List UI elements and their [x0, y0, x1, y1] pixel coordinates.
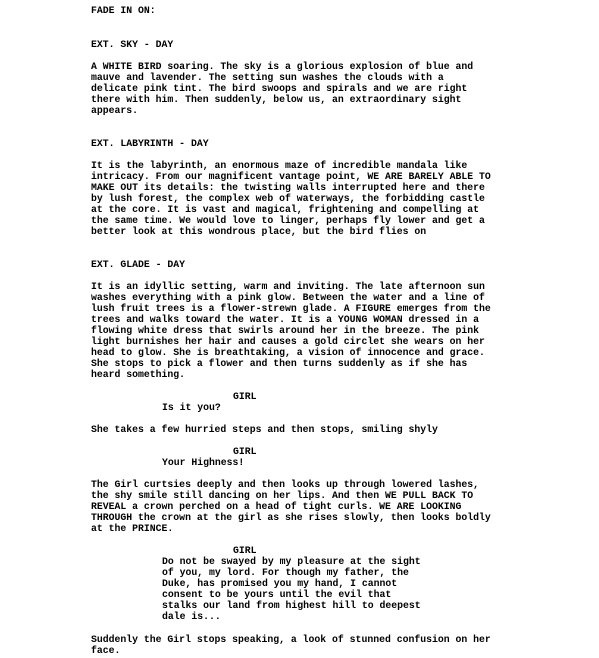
character-cue-girl-1: GIRL — [233, 391, 257, 402]
character-cue-girl-2: GIRL — [233, 446, 257, 457]
action-glade-1: It is an idyllic setting, warm and inviting. The late afternoon sun washes everything with a pink glow. Between the water and a line of lush fruit trees is a flower-strewn glade. A FIGURE emerges from the trees and walks toward the water. It is a YOUNG WOMAN dressed in a flowing white dress that swirls around her in the breeze. The pink light burnishes her hair and causes a gold circlet she wears on her head to glow. She is breathtaking, a vision of innocence and grace. She stops to pick a flower and then turns suddenly as if she has heard something. — [91, 281, 491, 380]
scene-heading-glade: EXT. GLADE - DAY — [91, 259, 186, 270]
dialogue-girl-2: Your Highness! — [162, 457, 245, 468]
scene-heading-sky: EXT. SKY - DAY — [91, 39, 174, 50]
dialogue-girl-1: Is it you? — [162, 402, 221, 413]
dialogue-girl-3: Do not be swayed by my pleasure at the sight of you, my lord. For though my father, the Duke, has promised you my hand, I cannot consent to be yours until the evil that stalks our land from highest hill to deepest dale is... — [162, 556, 421, 622]
action-labyrinth: It is the labyrinth, an enormous maze of incredible mandala like intricacy. From our magnificent vantage point, WE ARE BARELY ABLE TO MAKE OUT its details: the twisting walls interrupted here and there by lush forest, the complex web of waterways, the forbidding castle at the core. It is vast and magical, frightening and compelling at the same time. We would love to linger, perhaps fly lower and get a better look at this wondrous place, but the bird flies on — [91, 160, 491, 237]
transition-fade-in: FADE IN ON: — [91, 5, 156, 16]
action-glade-4: Suddenly the Girl stops speaking, a look of stunned confusion on her face. — [91, 634, 491, 656]
action-glade-2: She takes a few hurried steps and then stops, smiling shyly — [91, 424, 438, 435]
action-sky: A WHITE BIRD soaring. The sky is a glorious explosion of blue and mauve and lavender. The setting sun washes the clouds with a delicate pink tint. The bird swoops and spirals and we are right there with him. Then suddenly, below us, an extraordinary sight appears. — [91, 61, 474, 116]
action-glade-3: The Girl curtsies deeply and then looks up through lowered lashes, the shy smile still dancing on her lips. And then WE PULL BACK TO REVEAL a crown perched on a head of tight curls. WE ARE LOOKING THROUGH the crown at the girl as she rises slowly, then looks boldly at the PRINCE. — [91, 479, 491, 534]
character-cue-girl-3: GIRL — [233, 545, 257, 556]
scene-heading-labyrinth: EXT. LABYRINTH - DAY — [91, 138, 209, 149]
